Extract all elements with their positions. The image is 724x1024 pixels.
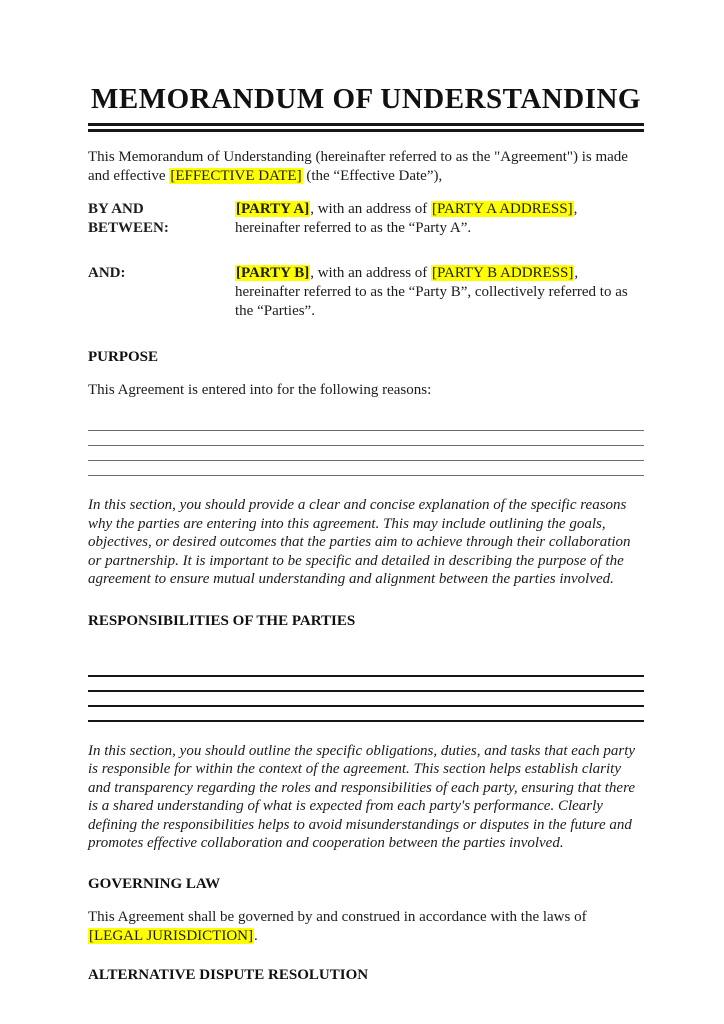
party-a-label — [88, 200, 235, 238]
party-b-placeholder: [PARTY B] — [236, 265, 310, 282]
governing-law-paragraph — [88, 908, 644, 946]
intro-text-post: (the “Effective Date”), — [302, 168, 443, 185]
title-rule — [88, 123, 644, 132]
party-b-mid-text: , with an address of — [310, 265, 432, 282]
fill-in-line — [88, 446, 644, 461]
adr-heading: ALTERNATIVE DISPUTE RESOLUTION — [88, 966, 369, 983]
responsibilities-guidance: In this section, you should outline the specific obligations, duties, and tasks that each party is responsible for within the context of the agreement. This section helps establish clarity and transparency regarding the roles and responsibilities of each party, ensuring that there is a shared understanding of what is expected from each party's performance. Clearly defining the responsibilities helps to avoid misunderstandings or disputes in the future and promotes effective collaboration and cooperation between the parties involved. — [88, 742, 636, 852]
intro-paragraph — [88, 148, 644, 186]
party-a-address-placeholder: [PARTY A ADDRESS] — [432, 201, 573, 218]
fill-in-line — [88, 461, 644, 476]
party-a-mid-text: , with an address of — [310, 201, 432, 218]
purpose-lead: This Agreement is entered into for the following reasons: — [88, 382, 432, 399]
purpose-heading: PURPOSE — [88, 349, 159, 366]
purpose-fill-lines — [88, 416, 644, 476]
party-a-text — [235, 200, 644, 238]
purpose-guidance: In this section, you should provide a clear and concise explanation of the specific reasons why the parties are entering into this agreement. This may include outlining the goals, objectives, or desired outcomes that the parties aim to achieve through their collaboration or partnership. It is important to be specific and detailed in describing the purpose of the agreement to ensure mutual understanding and alignment between the parties involved. — [88, 497, 631, 588]
fill-in-line — [88, 677, 644, 692]
responsibilities-fill-lines — [88, 662, 644, 722]
effective-date-placeholder: [EFFECTIVE DATE] — [170, 168, 302, 185]
party-b-label — [88, 264, 235, 321]
party-b-text — [235, 264, 644, 321]
party-b-post-text: , hereinafter referred to as the “Party B”, collectively referred to as the “Parties”. — [235, 265, 628, 320]
fill-in-line — [88, 431, 644, 446]
fill-in-line — [88, 692, 644, 707]
governing-law-heading: GOVERNING LAW — [88, 875, 221, 892]
fill-in-line — [88, 662, 644, 677]
party-b-address-placeholder: [PARTY B ADDRESS] — [432, 265, 574, 282]
intro-text-pre: This Memorandum of Understanding (hereinafter referred to as the "Agreement") is made and effective — [88, 149, 628, 185]
party-a-label-text: BY AND BETWEEN: — [88, 201, 169, 237]
fill-in-line — [88, 707, 644, 722]
party-b-label-text: AND: — [88, 265, 126, 282]
party-b-row — [88, 264, 644, 321]
fill-in-line — [88, 416, 644, 431]
governing-law-pre-text: This Agreement shall be governed by and construed in accordance with the laws of — [88, 908, 587, 925]
governing-law-post-text: . — [254, 927, 258, 944]
responsibilities-heading: RESPONSIBILITIES OF THE PARTIES — [88, 612, 356, 629]
party-a-placeholder: [PARTY A] — [236, 201, 310, 218]
party-a-row — [88, 200, 644, 238]
page-title: MEMORANDUM OF UNDERSTANDING — [91, 83, 641, 115]
party-a-post-text: , hereinafter referred to as the “Party A”. — [235, 201, 578, 237]
legal-jurisdiction-placeholder: [LEGAL JURISDICTION] — [89, 927, 254, 944]
